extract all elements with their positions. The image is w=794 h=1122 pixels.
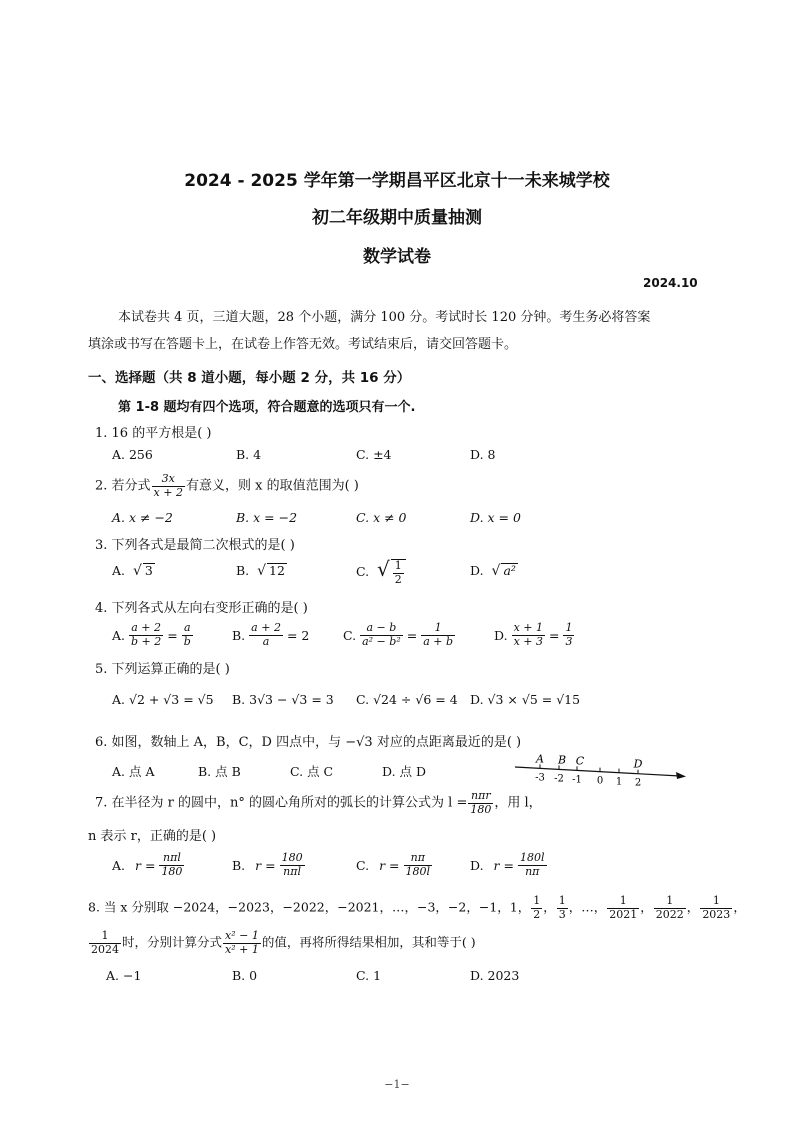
- q8-frac-3-den: 2021: [609, 907, 638, 921]
- exam-title-line2: 初二年级期中质量抽测: [312, 208, 482, 228]
- q3-option-d: D. √ a²: [470, 563, 516, 579]
- q4-d-num2: 1: [565, 621, 573, 634]
- q5-option-a: A. √2 + √3 = √5: [112, 692, 214, 707]
- q3-c-den: 2: [394, 572, 402, 586]
- q4-c-eq: =: [406, 627, 418, 643]
- q8-option-d: D. 2023: [470, 968, 520, 983]
- q3-c-num: 1: [394, 559, 402, 573]
- q3-stem: 3. 下列各式是最简二次根式的是( ): [95, 538, 295, 553]
- q7-option-d: [470, 852, 548, 878]
- q7-stem-pre: 7. 在半径为 r 的圆中，n° 的圆心角所对的弧长的计算公式为 l =: [95, 795, 468, 811]
- number-line-point-a: A: [536, 752, 544, 766]
- q1-option-a: A. 256: [112, 447, 153, 462]
- q8-frac-6-num: 1: [89, 930, 121, 944]
- number-line-tick-label: 2: [634, 777, 642, 789]
- q4-b-num1: a + 2: [251, 621, 281, 634]
- number-line-tick-label: -2: [554, 773, 564, 785]
- q3-b-radicand: 12: [269, 563, 285, 578]
- q7-option-b: [232, 852, 306, 878]
- q6-option-d: D. 点 D: [382, 764, 427, 779]
- exam-title-line1: 2024 - 2025 学年第一学期昌平区北京十一未来城学校: [184, 171, 610, 191]
- q5-option-c: C. √24 ÷ √6 = 4: [356, 692, 458, 707]
- q2-numerator: 3x: [152, 473, 185, 487]
- q8-stem-line1: 8. 当 x 分别取 −2024，−2023，−2022，−2021，…，−3，−2，−1，1， $\frac{1}{2}$ ， $\frac{1}{3}$ ，…， $\frac{1}{2021}$ ， $\frac{1}{2022}$ ， $\frac{1}{2023}$ ，: [88, 894, 746, 921]
- q4-d-label: D.: [494, 627, 508, 643]
- q4-b-den1: a: [262, 634, 270, 648]
- q3-a-radicand: 3: [144, 563, 153, 578]
- q4-a-eq: =: [167, 627, 178, 643]
- q4-a-num1: a + 2: [129, 622, 163, 636]
- q4-option-d: [494, 622, 575, 648]
- q1-option-b: B. 4: [236, 447, 262, 462]
- q4-a-num2: a: [182, 622, 193, 636]
- q4-c-num1: a − b: [360, 622, 403, 636]
- q7-c-num: nπ: [404, 852, 433, 866]
- q8-frac-6-den: 2024: [91, 942, 119, 956]
- q8-frac-3: [607, 895, 639, 921]
- exam-date: 2024.10: [643, 276, 698, 290]
- number-line-tick-label: -3: [535, 772, 545, 784]
- q3-a-label: A.: [112, 563, 126, 578]
- q8-frac-2-den: 3: [558, 907, 566, 921]
- number-line-tick-label: 0: [596, 775, 604, 787]
- q7-c-lhs: r =: [379, 857, 400, 873]
- q2-option-d: D. x = 0: [470, 510, 521, 525]
- q7-b-label: B.: [232, 857, 246, 873]
- q4-c-num2: 1: [421, 622, 455, 636]
- q3-option-c: C. √ $\frac{1}{2}$: [356, 557, 407, 586]
- q7-b-num: 180: [281, 851, 303, 864]
- q2-denominator: x + 2: [153, 485, 183, 499]
- q4-b-label: B.: [232, 627, 246, 643]
- q2-stem: [95, 473, 359, 499]
- q6-stem: 6. 如图，数轴上 A，B，C，D 四点中，与 −√3 对应的点距离最近的是( ): [95, 735, 522, 750]
- q8-option-b: B. 0: [232, 968, 258, 983]
- q7-c-label: C.: [356, 857, 370, 873]
- q4-option-c: [343, 622, 456, 648]
- number-line-point-c: C: [575, 754, 585, 768]
- section-note: 第 1-8 题均有四个选项，符合题意的选项只有一个.: [118, 400, 416, 415]
- q5-stem: 5. 下列运算正确的是( ): [95, 662, 230, 677]
- q8-frac-4-den: 2022: [655, 907, 684, 921]
- q2-option-b: B. x = −2: [236, 510, 298, 525]
- q4-a-den1: b + 2: [131, 634, 162, 648]
- q8-frac-3-num: 1: [607, 895, 639, 909]
- q4-option-b: [232, 622, 309, 648]
- q8-option-a: A. −1: [106, 968, 142, 983]
- q8-frac-5-num: 1: [700, 895, 732, 909]
- page-number: −1−: [384, 1078, 410, 1091]
- q7-formula-num: nπr: [468, 790, 493, 804]
- q8-option-c: C. 1: [356, 968, 382, 983]
- q7-stem-post: ，用 l，: [494, 795, 542, 811]
- q7-stem-line2: n 表示 r，正确的是( ): [88, 829, 217, 844]
- q3-option-a: A. √ 3: [112, 563, 153, 579]
- q4-d-den1: x + 3: [513, 634, 543, 648]
- q3-c-label: C.: [356, 564, 370, 579]
- q8-frac-2: [557, 895, 568, 921]
- q2-stem-post: 有意义，则 x 的取值范围为( ): [185, 478, 359, 494]
- number-line-figure: [510, 748, 690, 792]
- q3-b-label: B.: [236, 563, 250, 578]
- q4-option-a: [112, 622, 194, 648]
- q7-b-lhs: r =: [255, 857, 276, 873]
- q3-c-radicand: [391, 559, 406, 585]
- q7-d-num: 180l: [519, 851, 545, 864]
- q8-frac-1-num: 1: [533, 894, 541, 907]
- q8-expression: [223, 930, 261, 956]
- q4-c-den2: a + b: [423, 634, 454, 648]
- q7-formula-den: 180: [470, 802, 492, 816]
- intro-line2: 填涂或书写在答题卡上，在试卷上作答无效。考试结束后，请交回答题卡。: [88, 337, 518, 352]
- q3-option-b: B. √ 12: [236, 563, 285, 579]
- q8-stem-line2: [88, 930, 476, 956]
- q7-c-den: 180l: [405, 864, 431, 878]
- q2-stem-pre: 2. 若分式: [95, 478, 151, 494]
- q8-frac-4: [654, 895, 686, 921]
- number-line-point-b: B: [557, 753, 567, 767]
- number-line-arrow: [676, 772, 686, 779]
- q8-stem-mid: 时，分别计算分式: [122, 934, 223, 950]
- q7-d-den: nπ: [525, 864, 540, 878]
- intro-line1: 本试卷共 4 页，三道大题，28 个小题，满分 100 分。考试时长 120 分钟。考生务必将答案: [118, 310, 651, 325]
- q4-d-den2: 3: [565, 634, 573, 648]
- q7-a-den: 180: [161, 864, 183, 878]
- number-line-tick-label: -1: [572, 774, 582, 786]
- q5-option-b: B. 3√3 − √3 = 3: [232, 692, 334, 707]
- q4-b-rhs: = 2: [286, 627, 310, 643]
- q8-expression-num: x² − 1: [225, 929, 259, 942]
- q3-d-label: D.: [470, 563, 484, 578]
- q4-a-den2: b: [183, 634, 191, 648]
- q8-frac-4-num: 1: [654, 895, 686, 909]
- q8-expression-den: x² + 1: [225, 942, 259, 956]
- exam-title-line3: 数学试卷: [363, 247, 431, 267]
- q1-stem: 1. 16 的平方根是( ): [95, 426, 212, 441]
- q6-option-b: B. 点 B: [198, 764, 241, 779]
- q1-option-c: C. ±4: [356, 447, 392, 462]
- q7-formula-fraction: [468, 790, 493, 816]
- q7-stem: [95, 790, 542, 816]
- q8-frac-1-den: 2: [533, 907, 541, 921]
- q6-option-a: A. 点 A: [112, 764, 155, 779]
- q8-frac-5-den: 2023: [702, 907, 731, 921]
- q4-c-label: C.: [343, 627, 357, 643]
- q7-a-label: A.: [112, 857, 126, 873]
- q7-option-a: [112, 852, 185, 878]
- q8-stem-pre: 8. 当 x 分别取 −2024，−2023，−2022，−2021，…，−3，−2，−1，1，: [88, 899, 531, 915]
- q2-option-c: C. x ≠ 0: [356, 510, 407, 525]
- number-line-tick-label: 1: [615, 776, 623, 788]
- number-line-point-d: D: [633, 757, 643, 771]
- q4-d-eq: =: [548, 627, 560, 643]
- q8-frac-6: [89, 930, 121, 956]
- section-title: 一、选择题（共 8 道小题，每小题 2 分，共 16 分）: [88, 370, 411, 386]
- q2-fraction: [152, 473, 185, 499]
- q7-option-c: [356, 852, 433, 878]
- q4-stem: 4. 下列各式从左向右变形正确的是( ): [95, 601, 308, 616]
- q8-ellipsis: ，…，: [568, 899, 607, 915]
- q7-a-num: nπl: [159, 852, 184, 866]
- q8-stem-post: 的值，再将所得结果相加，其和等于( ): [261, 934, 476, 950]
- q8-frac-1: [531, 895, 542, 921]
- q7-b-den: nπl: [283, 864, 302, 878]
- q2-option-a: A. x ≠ −2: [112, 510, 173, 525]
- q4-a-label: A.: [112, 627, 126, 643]
- q6-option-c: C. 点 C: [290, 764, 334, 779]
- q1-option-d: D. 8: [470, 447, 496, 462]
- q3-d-radicand: a²: [503, 563, 516, 578]
- q4-c-den1: a² − b²: [362, 634, 401, 648]
- q7-d-lhs: r =: [493, 857, 514, 873]
- q5-option-d: D. √3 × √5 = √15: [470, 692, 581, 707]
- q8-frac-2-num: 1: [558, 894, 566, 907]
- q4-d-num1: x + 1: [513, 621, 543, 634]
- q7-d-label: D.: [470, 857, 484, 873]
- q8-frac-5: [700, 895, 732, 921]
- q7-a-lhs: r =: [135, 857, 156, 873]
